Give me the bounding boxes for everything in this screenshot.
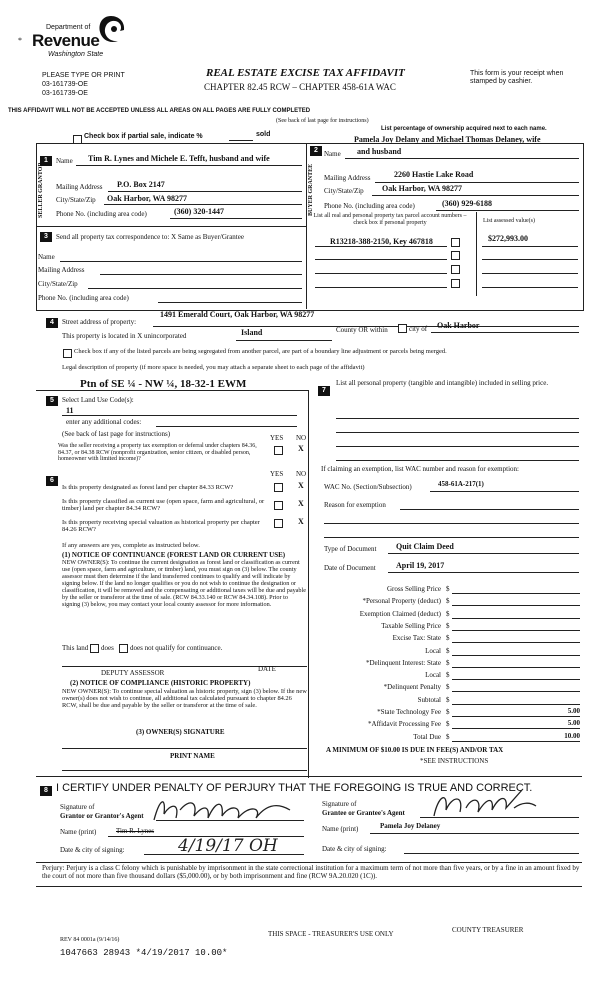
revenue-logo-icon	[96, 14, 126, 48]
historic-yes-checkbox[interactable]	[274, 519, 283, 528]
corner-mark: *	[18, 36, 22, 45]
section-4-badge: 4	[46, 318, 58, 328]
fee-value[interactable]: 5.00	[567, 707, 580, 715]
fee-label: *Delinquent Interest: State	[365, 659, 441, 667]
grantor-date-label: Date & city of signing:	[60, 846, 125, 854]
exemption-no-mark[interactable]: X	[298, 444, 304, 453]
city-of-label: city of	[409, 325, 428, 333]
receipt-note: This form is your receipt when stamped by cashier.	[470, 70, 564, 85]
fee-value[interactable]: 5.00	[567, 719, 580, 727]
buyer-city[interactable]: Oak Harbor, WA 98277	[382, 184, 463, 193]
street-label: Street address of property:	[62, 318, 137, 326]
seller-mailing-label: Mailing Address	[56, 183, 103, 191]
form-subtitle: CHAPTER 82.45 RCW – CHAPTER 458-61A WAC	[204, 82, 396, 92]
land-use-label: Select Land Use Code(s):	[62, 396, 134, 404]
doc-type[interactable]: Quit Claim Deed	[396, 542, 454, 551]
yes-header-2: YES	[270, 470, 284, 478]
reason-label: Reason for exemption	[324, 501, 386, 509]
land-use-code[interactable]: 11	[66, 406, 74, 415]
cashier-stamp: 1047663 28943 *4/19/2017 10.00*	[60, 948, 228, 958]
fee-dollar-sign: $	[446, 610, 450, 618]
county-name[interactable]: Island	[241, 328, 263, 337]
additional-codes-label: enter any additional codes:	[66, 418, 142, 426]
compliance-text: NEW OWNER(S): To continue special valuation as historic property, sign (3) below. If the new owner(s) does not wish to continue, all additional tax calculated pursuant to chapter 84.26 RCW, shall be due and payable by the seller or transferor at the time of sale.	[62, 688, 307, 710]
fee-dollar-sign: $	[446, 708, 450, 716]
fee-dollar-sign: $	[446, 659, 450, 667]
section-1-badge: 1	[40, 156, 52, 166]
fee-underline	[452, 630, 580, 631]
buyer-mailing[interactable]: 2260 Hastie Lake Road	[394, 170, 474, 179]
corr-city-label: City/State/Zip	[38, 280, 78, 288]
does-checkbox[interactable]	[90, 644, 99, 653]
doc-code-2: 03-161739-OE	[42, 90, 88, 97]
personal-property-checkbox-2[interactable]	[451, 251, 460, 260]
fee-underline	[452, 691, 580, 692]
fee-underline	[452, 741, 580, 742]
does-label: does	[101, 644, 114, 652]
fee-dollar-sign: $	[446, 585, 450, 593]
exemption-question: Was the seller receiving a property tax exemption or deferral under chapters 84.36, 84.37, or 84.38 RCW (nonprofit organization, senior citizen, or disabled person, homeowner with limited income)?	[58, 443, 257, 463]
buyer-name-label: Name	[324, 150, 341, 158]
fee-dollar-sign: $	[446, 733, 450, 741]
grantor-date[interactable]: 4/19/17 OH	[178, 836, 278, 856]
grantee-date-label: Date & city of signing:	[322, 845, 387, 853]
partial-sale-label: Check box if partial sale, indicate %	[84, 133, 203, 140]
does-not-checkbox[interactable]	[119, 644, 128, 653]
seller-name-label: Name	[56, 157, 73, 165]
seller-city[interactable]: Oak Harbor, WA 98277	[107, 194, 188, 203]
yes-instructions: If any answers are yes, complete as instructed below.	[62, 542, 200, 549]
assessed-value[interactable]: $272,993.00	[488, 234, 528, 243]
historic-no-mark[interactable]: X	[298, 517, 304, 526]
doc-code-1: 03-161739-OE	[42, 81, 88, 88]
fee-label: *State Technology Fee	[377, 708, 441, 716]
fee-underline	[452, 667, 580, 668]
current-use-question: Is this property classified as current use (open space, farm and agricultural, or timber) land per chapter 84.34 RCW?	[62, 498, 265, 513]
grantee-agent-label: Grantee or Grantee's Agent	[322, 809, 405, 817]
personal-property-label: List all personal property (tangible and intangible) included in selling price.	[336, 379, 549, 387]
fee-underline	[452, 618, 580, 619]
exemption-claim-label: If claiming an exemption, list WAC number and reason for exemption:	[321, 465, 519, 473]
fee-label: Excise Tax: State	[392, 634, 441, 642]
parcel-header: List all real and personal property tax parcel account numbers – check box if personal property	[313, 213, 467, 226]
personal-property-checkbox-3[interactable]	[451, 265, 460, 274]
seller-phone-label: Phone No. (including area code)	[56, 210, 147, 218]
buyer-phone-label: Phone No. (including area code)	[324, 202, 415, 210]
fee-underline	[452, 642, 580, 643]
fee-dollar-sign: $	[446, 597, 450, 605]
form-title: REAL ESTATE EXCISE TAX AFFIDAVIT	[206, 67, 405, 79]
fee-dollar-sign: $	[446, 683, 450, 691]
wac-label: WAC No. (Section/Subsection)	[324, 483, 412, 491]
county-treasurer: COUNTY TREASURER	[452, 926, 524, 934]
seller-mailing[interactable]: P.O. Box 2147	[117, 180, 165, 189]
section-5-badge: 5	[46, 396, 58, 406]
assessed-header: List assessed value(s)	[483, 218, 535, 224]
certify-statement: I CERTIFY UNDER PENALTY OF PERJURY THAT THE FOREGOING IS TRUE AND CORRECT.	[56, 782, 533, 794]
land-qualify-label: This land	[62, 644, 89, 652]
fee-label: Local	[425, 647, 441, 655]
corr-name-label: Name	[38, 253, 55, 261]
corr-phone-label: Phone No. (including area code)	[38, 294, 129, 302]
corr-mailing-label: Mailing Address	[38, 266, 85, 274]
fee-dollar-sign: $	[446, 634, 450, 642]
assessor-date-label: DATE	[258, 665, 276, 673]
fee-underline	[452, 655, 580, 656]
seller-phone[interactable]: (360) 320-1447	[174, 207, 224, 216]
treasurer-use: THIS SPACE - TREASURER'S USE ONLY	[268, 930, 394, 938]
buyer-mailing-label: Mailing Address	[324, 174, 371, 182]
forest-no-mark[interactable]: X	[298, 481, 304, 490]
ownership-label: List percentage of ownership acquired next to each name.	[381, 126, 547, 132]
perjury-notice: Perjury: Perjury is a class C felony which is punishable by imprisonment in the state correctional institution for a maximum term of not more than five years, or by a fine in an amount fixed by the court of not more than five thousand dollars ($5,000.00), or by both imprisonment and fine (RCW 9A.20.020 (1C)).	[42, 864, 580, 880]
current-use-no-mark[interactable]: X	[298, 499, 304, 508]
doc-date[interactable]: April 19, 2017	[396, 561, 445, 570]
agency-line1: Department of	[46, 24, 91, 31]
exemption-yes-checkbox[interactable]	[274, 446, 283, 455]
fee-dollar-sign: $	[446, 622, 450, 630]
buyer-name-line2[interactable]: and husband	[357, 147, 402, 156]
grantee-signature-of: Signature of	[322, 800, 357, 808]
located-label: This property is located in X unincorporated	[62, 332, 187, 340]
grantor-signature-of: Signature of	[60, 803, 95, 811]
sold-label: sold	[256, 131, 271, 138]
fee-underline	[452, 679, 580, 680]
fee-label: *Personal Property (deduct)	[362, 597, 441, 605]
seller-side-label: SELLER GRANTOR	[38, 162, 44, 218]
parcel-number[interactable]: R13218-388-2150, Key 467818	[330, 237, 433, 246]
fee-underline	[452, 716, 580, 717]
buyer-side-label: BUYER GRANTEE	[308, 163, 314, 216]
doc-date-label: Date of Document	[324, 564, 376, 572]
agency-line2: Revenue	[32, 31, 100, 50]
yes-header-1: YES	[270, 434, 284, 442]
no-header-2: NO	[296, 470, 307, 478]
section-7-badge: 7	[318, 386, 330, 396]
owner-signature-heading: (3) OWNER(S) SIGNATURE	[136, 728, 225, 736]
county-or-label: County OR within	[336, 326, 388, 334]
grantee-name-label: Name (print)	[322, 825, 359, 833]
fee-underline	[452, 605, 580, 606]
section-2-badge: 2	[310, 146, 322, 156]
warning: THIS AFFIDAVIT WILL NOT BE ACCEPTED UNLESS ALL AREAS ON ALL PAGES ARE FULLY COMPLETED	[8, 108, 311, 114]
grantor-name[interactable]: Tim R. Lynes	[116, 827, 155, 835]
fee-label: Taxable Selling Price	[381, 622, 441, 630]
current-use-yes-checkbox[interactable]	[274, 501, 283, 510]
fee-dollar-sign: $	[446, 671, 450, 679]
street-address[interactable]: 1491 Emerald Court, Oak Harbor, WA 98277	[160, 310, 315, 319]
agency-line3: Washington State	[48, 51, 104, 58]
fee-label: Local	[425, 671, 441, 679]
correspondence-label: Send all property tax correspondence to: X Same as Buyer/Grantee	[56, 233, 244, 241]
continuance-heading: (1) NOTICE OF CONTINUANCE (FOREST LAND OR CURRENT USE)	[62, 551, 286, 559]
land-use-see-back: (See back of last page for instructions)	[62, 430, 171, 438]
personal-property-checkbox-1[interactable]	[451, 238, 460, 247]
fee-label: Total Due	[413, 733, 441, 741]
print-name-label: PRINT NAME	[170, 752, 215, 760]
segregated-checkbox[interactable]	[63, 349, 72, 358]
buyer-name-line1[interactable]: Pamela Joy Delany and Michael Thomas Delaney, wife	[354, 135, 541, 144]
section-3-badge: 3	[40, 232, 52, 242]
seller-name[interactable]: Tim R. Lynes and Michele E. Tefft, husband and wife	[88, 154, 270, 163]
city-name[interactable]: Oak Harbor	[437, 321, 480, 330]
legal-note: Legal description of property (if more space is needed, you may attach a separate sheet to each page of the affidavit)	[62, 364, 365, 371]
legal-description[interactable]: Ptn of SE ¼ - NW ¼, 18-32-1 EWM	[80, 378, 247, 390]
see-instructions: *SEE INSTRUCTIONS	[420, 757, 489, 765]
fee-value[interactable]: 10.00	[564, 732, 580, 740]
fee-label: *Affidavit Processing Fee	[368, 720, 441, 728]
see-back: (See back of last page for instructions)	[276, 118, 369, 124]
buyer-city-label: City/State/Zip	[324, 187, 364, 195]
buyer-phone[interactable]: (360) 929-6188	[442, 199, 492, 208]
fee-label: Exemption Claimed (deduct)	[359, 610, 441, 618]
section-6-badge: 6	[46, 476, 58, 486]
fee-dollar-sign: $	[446, 720, 450, 728]
print-note: PLEASE TYPE OR PRINT	[42, 72, 125, 79]
fee-underline	[452, 728, 580, 729]
fee-label: Subtotal	[417, 696, 441, 704]
doc-type-label: Type of Document	[324, 545, 377, 553]
compliance-heading: (2) NOTICE OF COMPLIANCE (HISTORIC PROPERTY)	[70, 679, 251, 687]
boundary-note: Check box if any of the listed parcels are being segregated from another parcel, are part of a boundary line adjustment or parcels being merged.	[74, 348, 447, 355]
minimum-fee-note: A MINIMUM OF $10.00 IS DUE IN FEE(S) AND/OR TAX	[326, 746, 504, 754]
fee-underline	[452, 704, 580, 705]
forest-question: Is this property designated as forest land per chapter 84.33 RCW?	[62, 484, 234, 491]
fee-label: *Delinquent Penalty	[383, 683, 441, 691]
fee-dollar-sign: $	[446, 647, 450, 655]
grantee-name[interactable]: Pamela Joy Delaney	[380, 822, 441, 830]
historic-question: Is this property receiving special valuation as historical property per chapter 84.26 RCW?	[62, 519, 260, 534]
grantor-name-label: Name (print)	[60, 828, 97, 836]
personal-property-checkbox-4[interactable]	[451, 279, 460, 288]
fee-dollar-sign: $	[446, 696, 450, 704]
does-not-label: does not qualify for continuance.	[130, 644, 223, 652]
deputy-assessor-label: DEPUTY ASSESSOR	[101, 669, 165, 677]
fee-underline	[452, 593, 580, 594]
wac-number[interactable]: 458-61A-217(1)	[438, 480, 484, 488]
forest-yes-checkbox[interactable]	[274, 483, 283, 492]
city-of-checkbox[interactable]	[398, 324, 407, 333]
grantor-agent-label: Grantor or Grantor's Agent	[60, 812, 144, 820]
fee-label: Gross Selling Price	[386, 585, 441, 593]
form-revision: REV 84 0001a (9/14/16)	[60, 937, 120, 943]
section-8-badge: 8	[40, 786, 52, 796]
no-header-1: NO	[296, 434, 307, 442]
seller-city-label: City/State/Zip	[56, 196, 96, 204]
continuance-text: NEW OWNER(S): To continue the current designation as forest land or classification as current use (open space, farm and agriculture, or timber) land, you must sign on (3) below. The county assessor must then determine if the land transferred continues to qualify and will indicate by signing below. If the land no longer qualifies or you do not wish to continue the designation or classification, it will be removed and the compensating or additional taxes will be due and payable by the seller or transferor at the time of sale. (RCW 84.33.140 or RCW 84.34.108). Prior to signing (3) below, you may contact your local county assessor for more information.	[62, 559, 306, 608]
